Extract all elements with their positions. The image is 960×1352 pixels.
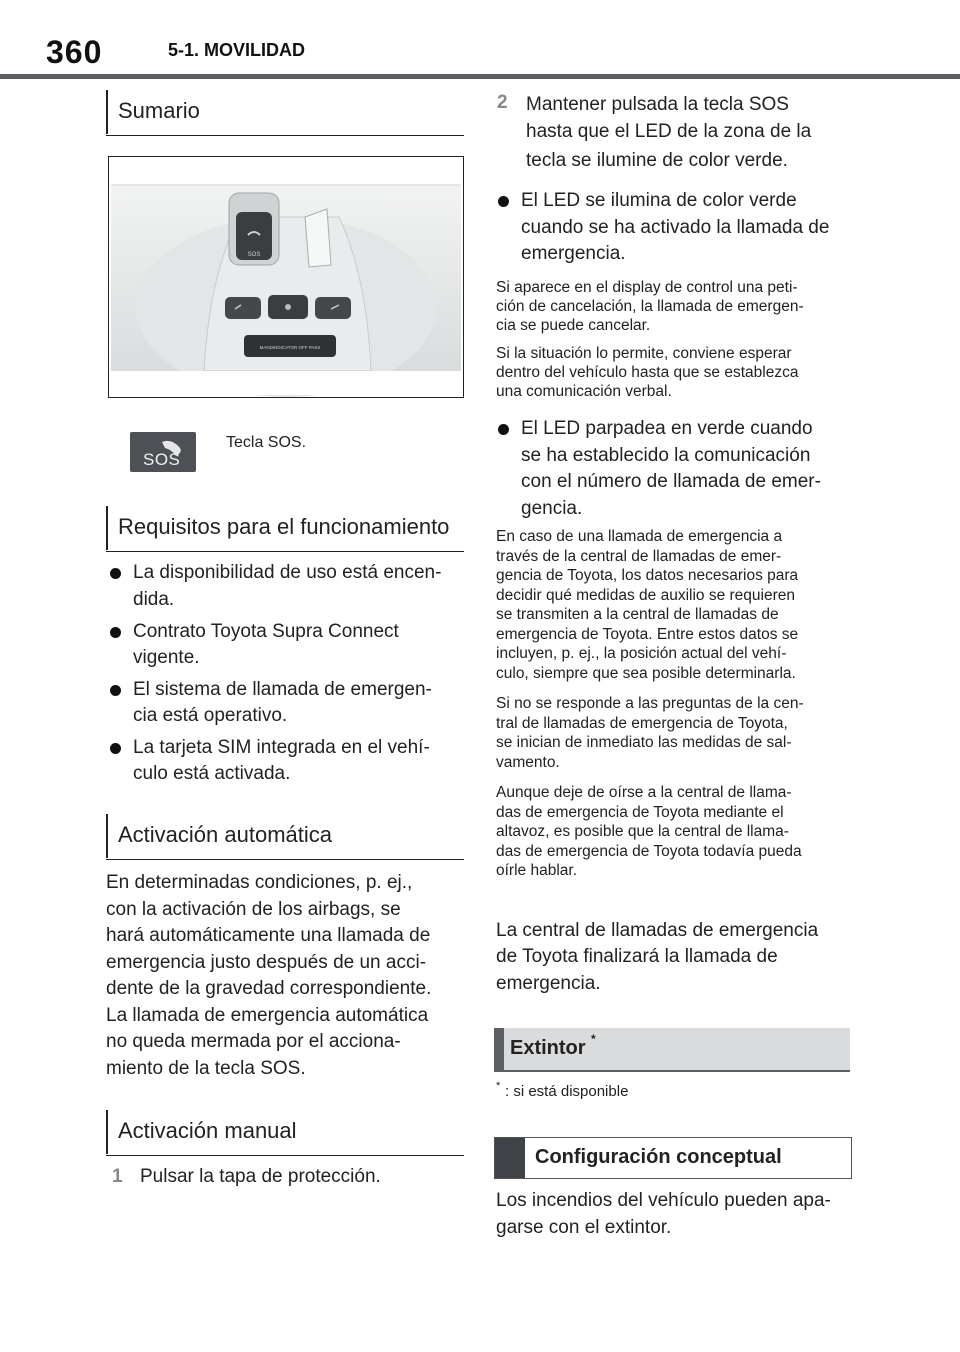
req-item-line: culo está activada. [133, 763, 291, 784]
note-line: decidir qué medidas de auxilio se requieren [496, 587, 795, 604]
final-line: Los incendios del vehículo pueden apa- [496, 1190, 831, 1211]
req-item-line: La tarjeta SIM integrada en el vehí- [133, 737, 430, 758]
note-line: se transmiten a la central de llamadas de [496, 606, 779, 623]
heading-manual-text: Activación manual [118, 1118, 297, 1143]
step-2-line: tecla se ilumine de color verde. [526, 150, 788, 171]
note-line: Si aparece en el display de control una peti- [496, 279, 798, 296]
end-para-line: La central de llamadas de emergencia [496, 920, 819, 941]
bullet-led-line: El LED se ilumina de color verde [521, 190, 797, 211]
heading-extintor [494, 1028, 850, 1070]
req-item-line: Contrato Toyota Supra Connect [133, 621, 399, 642]
final-line: garse con el extintor. [496, 1217, 672, 1238]
note-line: Si la situación lo permite, conviene esperar [496, 345, 792, 362]
note-line: tral de llamadas de emergencia de Toyota, [496, 715, 788, 732]
overhead-console-illustration [109, 157, 463, 397]
note-line: emergencia de Toyota. Entre estos datos se [496, 626, 799, 643]
note-line: Si no se responde a las preguntas de la cen- [496, 695, 804, 712]
auto-line: En determinadas condiciones, p. ej., [106, 872, 413, 893]
step-1-number: 1 [112, 1166, 123, 1187]
sos-button-label: SOS [247, 252, 261, 258]
req-item-line: El sistema de llamada de emergen- [133, 679, 432, 700]
header-rule [0, 74, 960, 79]
page-number: 360 [46, 34, 103, 70]
note-line: una comunicación verbal. [496, 383, 672, 400]
step-2-line: hasta que el LED de la zona de la [526, 121, 812, 142]
heading-requisitos [106, 506, 464, 552]
heading-manual [106, 1110, 464, 1156]
note-line: través de la central de llamadas de emer- [496, 548, 782, 565]
figure-sos-panel [108, 156, 464, 398]
heading-automatica-text: Activación automática [118, 822, 332, 847]
auto-line: La llamada de emergencia automática [106, 1005, 429, 1026]
sos-key-icon [130, 432, 196, 472]
bullet-led2-line: se ha establecido la comunicación [521, 445, 811, 466]
end-para-line: de Toyota finalizará la llamada de [496, 946, 778, 967]
bullet-led-line: cuando se ha activado la llamada de [521, 217, 830, 238]
note-line: ción de cancelación, la llamada de emergen- [496, 298, 804, 315]
note-line: oírle hablar. [496, 862, 577, 879]
note-line: vamento. [496, 754, 560, 771]
heading-configuracion [494, 1137, 852, 1179]
note-line: das de emergencia de Toyota mediante el [496, 804, 784, 821]
note-line: das de emergencia de Toyota todavía pueda [496, 843, 802, 860]
note-line: Aunque deje de oírse a la central de llama- [496, 784, 792, 801]
auto-line: dente de la gravedad correspondiente. [106, 978, 432, 999]
auto-line: con la activación de los airbags, se [106, 899, 401, 920]
auto-line: hará automáticamente una llamada de [106, 925, 431, 946]
auto-line: no queda mermada por el acciona- [106, 1031, 401, 1052]
step-1-text: Pulsar la tapa de protección. [140, 1166, 381, 1187]
req-item-line: vigente. [133, 647, 200, 668]
note-line: culo, siempre que sea posible determinarla. [496, 665, 796, 682]
indicator-label: MANDINDICATOR OFF PASS [259, 345, 321, 350]
bullet-led2-line: con el número de llamada de emer- [521, 471, 821, 492]
auto-line: emergencia justo después de un acci- [106, 952, 427, 973]
note-line: altavoz, es posible que la central de llama- [496, 823, 789, 840]
req-item-line: La disponibilidad de uso está encen- [133, 562, 442, 583]
note-line: incluyen, p. ej., la posición actual del vehí- [496, 645, 787, 662]
bullet-led2-line: gencia. [521, 498, 583, 519]
section-title: 5-1. MOVILIDAD [168, 40, 306, 60]
heading-extintor-sup: * [591, 1032, 596, 1046]
req-item-line: dida. [133, 589, 175, 610]
sos-icon-text: SOS [143, 450, 181, 469]
heading-automatica [106, 814, 464, 860]
footnote-mark: * [496, 1080, 501, 1092]
note-line: En caso de una llamada de emergencia a [496, 528, 783, 545]
req-item-line: cia está operativo. [133, 705, 288, 726]
heading-extintor-text: Extintor [510, 1037, 586, 1059]
note-line: gencia de Toyota, los datos necesarios para [496, 567, 799, 584]
auto-line: miento de la tecla SOS. [106, 1058, 306, 1079]
end-para-line: emergencia. [496, 973, 601, 994]
bullet-led2-line: El LED parpadea en verde cuando [521, 418, 813, 439]
footnote-text: : si está disponible [505, 1083, 629, 1100]
step-2-number: 2 [497, 92, 508, 113]
heading-configuracion-text: Configuración conceptual [535, 1146, 782, 1168]
step-2-line: Mantener pulsada la tecla SOS [526, 94, 789, 115]
note-line: se inician de inmediato las medidas de sal- [496, 734, 792, 751]
heading-sumario-text: Sumario [118, 98, 200, 123]
heading-sumario [106, 90, 464, 136]
heading-requisitos-text: Requisitos para el funcionamiento [118, 514, 450, 539]
note-line: dentro del vehículo hasta que se establezca [496, 364, 799, 381]
bullet-led-line: emergencia. [521, 243, 626, 264]
note-line: cia se puede cancelar. [496, 317, 651, 334]
sos-caption: Tecla SOS. [226, 434, 307, 451]
